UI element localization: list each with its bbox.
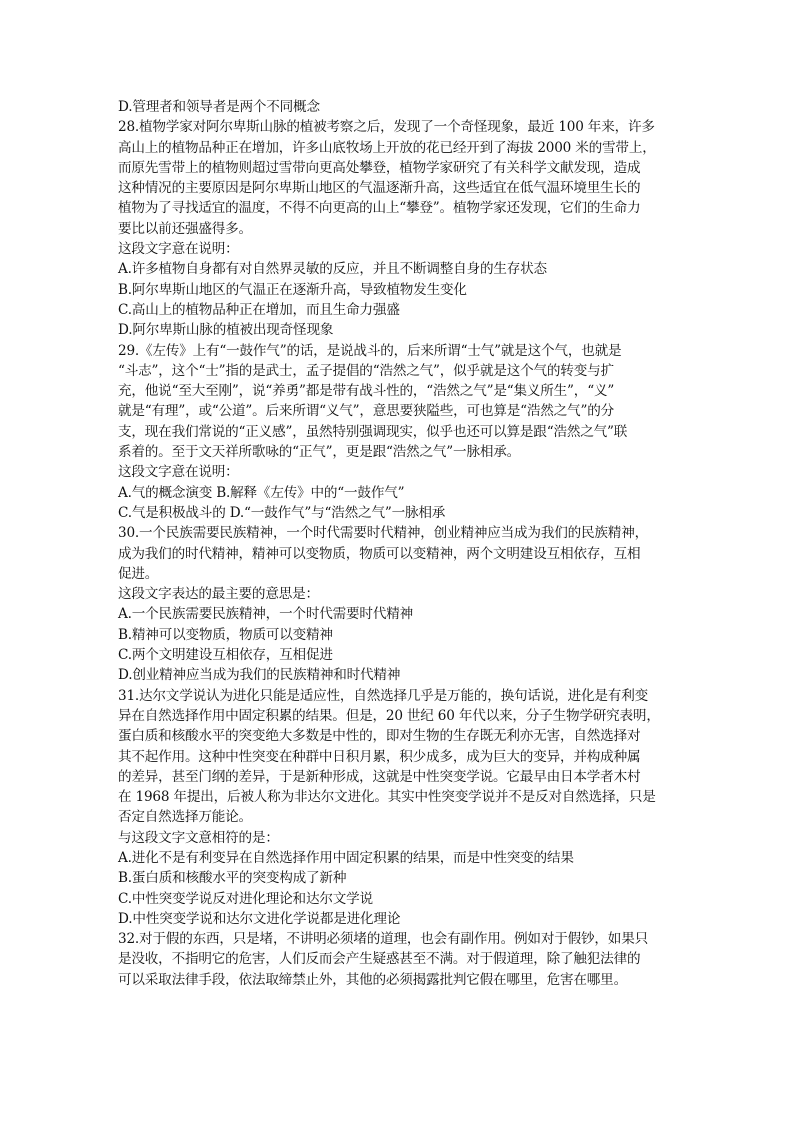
question-29-text: 29.《左传》上有“一鼓作气”的话，是说战斗的，后来所谓“士气”就是这个气，也就是 xyxy=(118,342,622,359)
question-28-text: 28.植物学家对阿尔卑斯山脉的植被考察之后，发现了一个奇怪现象，最近 100 年来，许多 xyxy=(118,119,655,136)
question-31-text: 的差异，甚至门纲的差异，于是新种形成，这就是中性突变学说。它最早由日本学者木村 xyxy=(118,768,641,785)
question-31-text: 其不起作用。这种中性突变在种群中日积月累，积少成多，成为巨大的变异，并构成种属 xyxy=(118,748,641,765)
option-line: C.气是积极战斗的 D.“一鼓作气”与“浩然之气”一脉相承 xyxy=(118,504,446,521)
option-line: A.许多植物自身都有对自然界灵敏的反应，并且不断调整自身的生存状态 xyxy=(118,261,547,278)
option-line: A.一个民族需要民族精神，一个时代需要时代精神 xyxy=(118,606,414,623)
option-line: C.高山上的植物品种正在增加，而且生命力强盛 xyxy=(118,301,400,318)
question-28-text: 而原先雪带上的植物则超过雪带向更高处攀登，植物学家研究了有关科学文献发现，造成 xyxy=(118,159,641,176)
question-prompt: 这段文字表达的最主要的意思是： xyxy=(118,586,319,603)
option-line: C.中性突变学说反对进化理论和达尔文学说 xyxy=(118,890,373,907)
question-31-text: 在 1968 年提出，后被人称为非达尔文进化。其实中性突变学说并不是反对自然选择，只是 xyxy=(118,789,656,806)
option-line: B.蛋白质和核酸水平的突变构成了新种 xyxy=(118,870,347,887)
question-29-text: 就是“有理”，或“公道”。后来所谓“义气”，意思要狭隘些，可也算是“浩然之气”的分 xyxy=(118,403,614,420)
question-30-text: 促进。 xyxy=(118,565,159,582)
question-prompt: 与这段文字文意相符的是： xyxy=(118,829,279,846)
option-line: B.阿尔卑斯山地区的气温正在逐渐升高，导致植物发生变化 xyxy=(118,281,467,298)
option-line: A.气的概念演变 B.解释《左传》中的“一鼓作气” xyxy=(118,484,405,501)
question-29-text: “斗志”，这个“士”指的是武士，孟子提倡的“浩然之气”，似乎就是这个气的转变与扩 xyxy=(118,362,614,379)
question-31-text: 异在自然选择作用中固定积累的结果。但是，20 世纪 60 年代以来，分子生物学研究表明， xyxy=(118,707,660,724)
question-32-text: 可以采取法律手段，依法取缔禁止外，其他的必须揭露批判它假在哪里，危害在哪里。 xyxy=(118,971,627,988)
question-31-text: 蛋白质和核酸水平的突变绝大多数是中性的，即对生物的生存既无利亦无害，自然选择对 xyxy=(118,728,641,745)
question-28-text: 这种情况的主要原因是阿尔卑斯山地区的气温逐渐升高，这些适宜在低气温环境里生长的 xyxy=(118,180,641,197)
question-28-text: 要比以前还强盛得多。 xyxy=(118,220,252,237)
option-line: D.管理者和领导者是两个不同概念 xyxy=(118,99,320,115)
question-29-text: 支，现在我们常说的“正义感”，虽然特别强调现实，似乎也还可以算是跟“浩然之气”联 xyxy=(118,423,628,440)
question-31-text: 31.达尔文学说认为进化只能是适应性，自然选择几乎是万能的，换句话说，进化是有利变 xyxy=(118,687,648,704)
question-32-text: 32.对于假的东西，只是堵，不讲明必须堵的道理，也会有副作用。例如对于假钞，如果只 xyxy=(118,931,648,948)
question-29-text: 充，他说“至大至刚”，说“养勇”都是带有战斗性的，“浩然之气”是“集义所生”，“义” xyxy=(118,383,615,400)
question-32-text: 是没收，不指明它的危害，人们反而会产生疑惑甚至不满。对于假道理，除了触犯法律的 xyxy=(118,951,641,968)
option-line: A.进化不是有利变异在自然选择作用中固定积累的结果，而是中性突变的结果 xyxy=(118,849,574,866)
question-29-text: 系着的。至于文天祥所歌咏的“正气”，更是跟“浩然之气”一脉相承。 xyxy=(118,444,521,461)
option-line: C.两个文明建设互相依存，互相促进 xyxy=(118,647,333,664)
option-line: D.中性突变学说和达尔文进化学说都是进化理论 xyxy=(118,910,401,927)
question-prompt: 这段文字意在说明： xyxy=(118,241,239,258)
question-28-text: 高山上的植物品种正在增加，许多山底牧场上开放的花已经开到了海拔 2000 米的雪带上， xyxy=(118,139,656,156)
question-30-text: 30.一个民族需要民族精神，一个时代需要时代精神，创业精神应当成为我们的民族精神， xyxy=(118,525,648,542)
option-line: D.创业精神应当成为我们的民族精神和时代精神 xyxy=(118,667,401,684)
option-line: D.阿尔卑斯山脉的植被出现奇怪现象 xyxy=(118,322,334,339)
question-30-text: 成为我们的时代精神，精神可以变物质，物质可以变精神，两个文明建设互相依存，互相 xyxy=(118,545,641,562)
document-page xyxy=(118,97,678,990)
option-line: B.精神可以变物质，物质可以变精神 xyxy=(118,626,333,643)
question-31-text: 否定自然选择万能论。 xyxy=(118,809,252,826)
question-28-text: 植物为了寻找适宜的温度，不得不向更高的山上“攀登”。植物学家还发现，它们的生命力 xyxy=(118,200,641,217)
question-prompt: 这段文字意在说明： xyxy=(118,464,239,481)
